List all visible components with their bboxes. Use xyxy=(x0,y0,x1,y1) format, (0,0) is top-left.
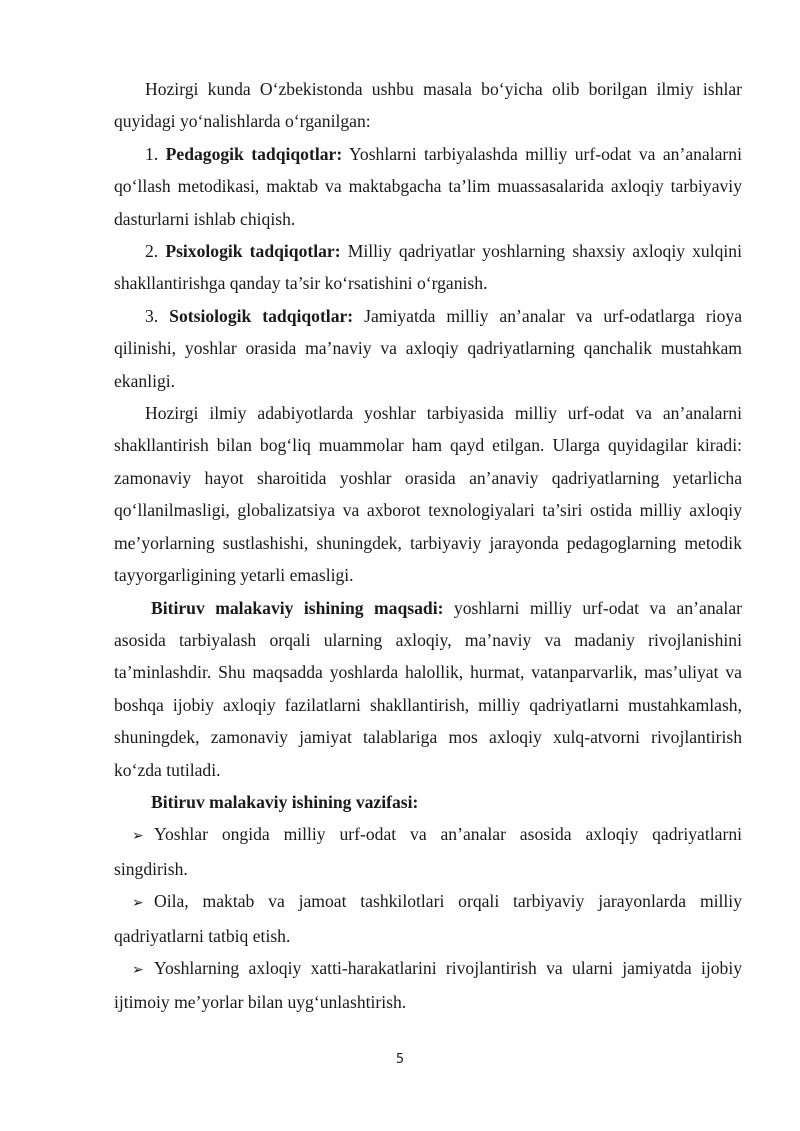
task-item xyxy=(114,818,742,885)
item-text: Milliy qadriyatlar yoshlarning shaxsiy axloqiy xulqini shakllantirishga qanday ta’sir ko‘rsatishini o‘rganish. xyxy=(114,241,742,294)
page-number: 5 xyxy=(395,1052,405,1067)
tasks-title: Bitiruv malakaviy ishining vazifasi: xyxy=(151,791,419,812)
problems-paragraph: Hozirgi ilmiy adabiyotlarda yoshlar tarbiyasida milliy urf-odat va an’analarni shakllantirish bilan bog‘liq muammolar ham qayd etilgan. Ularga quyidagilar kiradi: zamonaviy hayot sharoitida yoshlar orasida an’anaviy qadriyatlarning yetarlicha qo‘llanilmasligi, globalizatsiya va axborot texnologiyalari ta’siri ostida milliy axloqiy me’yorlarning sustlashishi, shuningdek, tarbiyaviy jarayonda pedagoglarning metodik tayyorgarligining yetarli emasligi. xyxy=(114,403,742,586)
arrow-bullet-icon: ➢ xyxy=(132,895,144,912)
arrow-bullet-icon: ➢ xyxy=(132,961,144,978)
item-title: Pedagogik tadqiqotlar: xyxy=(165,143,343,164)
item-number: 2. xyxy=(145,241,159,262)
goal-title: Bitiruv malakaviy ishining maqsadi: xyxy=(151,597,444,618)
task-item xyxy=(114,885,742,952)
research-item-pedagogical xyxy=(114,138,742,235)
arrow-bullet-icon: ➢ xyxy=(132,828,144,845)
goal-text: yoshlarni milliy urf-odat va an’analar asosida tarbiyalash orqali ularning axloqiy, ma’naviy va madaniy rivojlanishini ta’minlashdir. Shu maqsadda yoshlarda halollik, hurmat, vatanparvarlik, mas’uliyat va boshqa ijobiy axloqiy fazilatlarni shakllantirish, milliy qadriyatlarni mustahkamlash, shuningdek, zamonaviy jamiyat talablariga mos axloqiy xulq-atvorni rivojlantirish ko‘zda tutiladi. xyxy=(114,597,742,780)
tasks-heading xyxy=(114,786,742,818)
page-content xyxy=(114,73,742,1019)
item-text: Yoshlarni tarbiyalashda milliy urf-odat va an’analarni qo‘llash metodikasi, maktab va maktabgacha ta’lim muassasalarida axloqiy tarbiyaviy dasturlarni ishlab chiqish. xyxy=(114,143,742,229)
task-text: Yoshlar ongida milliy urf-odat va an’analar asosida axloqiy qadriyatlarni singdirish. xyxy=(114,824,742,879)
task-text: Yoshlarning axloqiy xatti-harakatlarini rivojlantirish va ularni jamiyatda ijobiy ijtimoiy me’yorlar bilan uyg‘unlashtirish. xyxy=(114,957,742,1013)
intro-paragraph: Hozirgi kunda O‘zbekistonda ushbu masala bo‘yicha olib borilgan ilmiy ishlar quyidagi yo‘nalishlarda o‘rganilgan: xyxy=(114,79,742,132)
item-title: Psixologik tadqiqotlar: xyxy=(165,241,341,262)
item-text: Jamiyatda milliy an’analar va urf-odatlarga rioya qilinishi, yoshlar orasida ma’naviy va axloqiy qadriyatlarning qanchalik mustahkam ekanligi. xyxy=(114,305,742,391)
item-title: Sotsiologik tadqiqotlar: xyxy=(169,305,354,326)
research-item-psychological xyxy=(114,235,742,300)
item-number: 1. xyxy=(145,143,159,164)
task-text: Oila, maktab va jamoat tashkilotlari orqali tarbiyaviy jarayonlarda milliy qadriyatlarni tatbiq etish. xyxy=(114,891,742,946)
goal-paragraph xyxy=(114,592,742,786)
item-number: 3. xyxy=(145,305,159,326)
research-item-sociological xyxy=(114,300,742,397)
task-item xyxy=(114,952,742,1019)
